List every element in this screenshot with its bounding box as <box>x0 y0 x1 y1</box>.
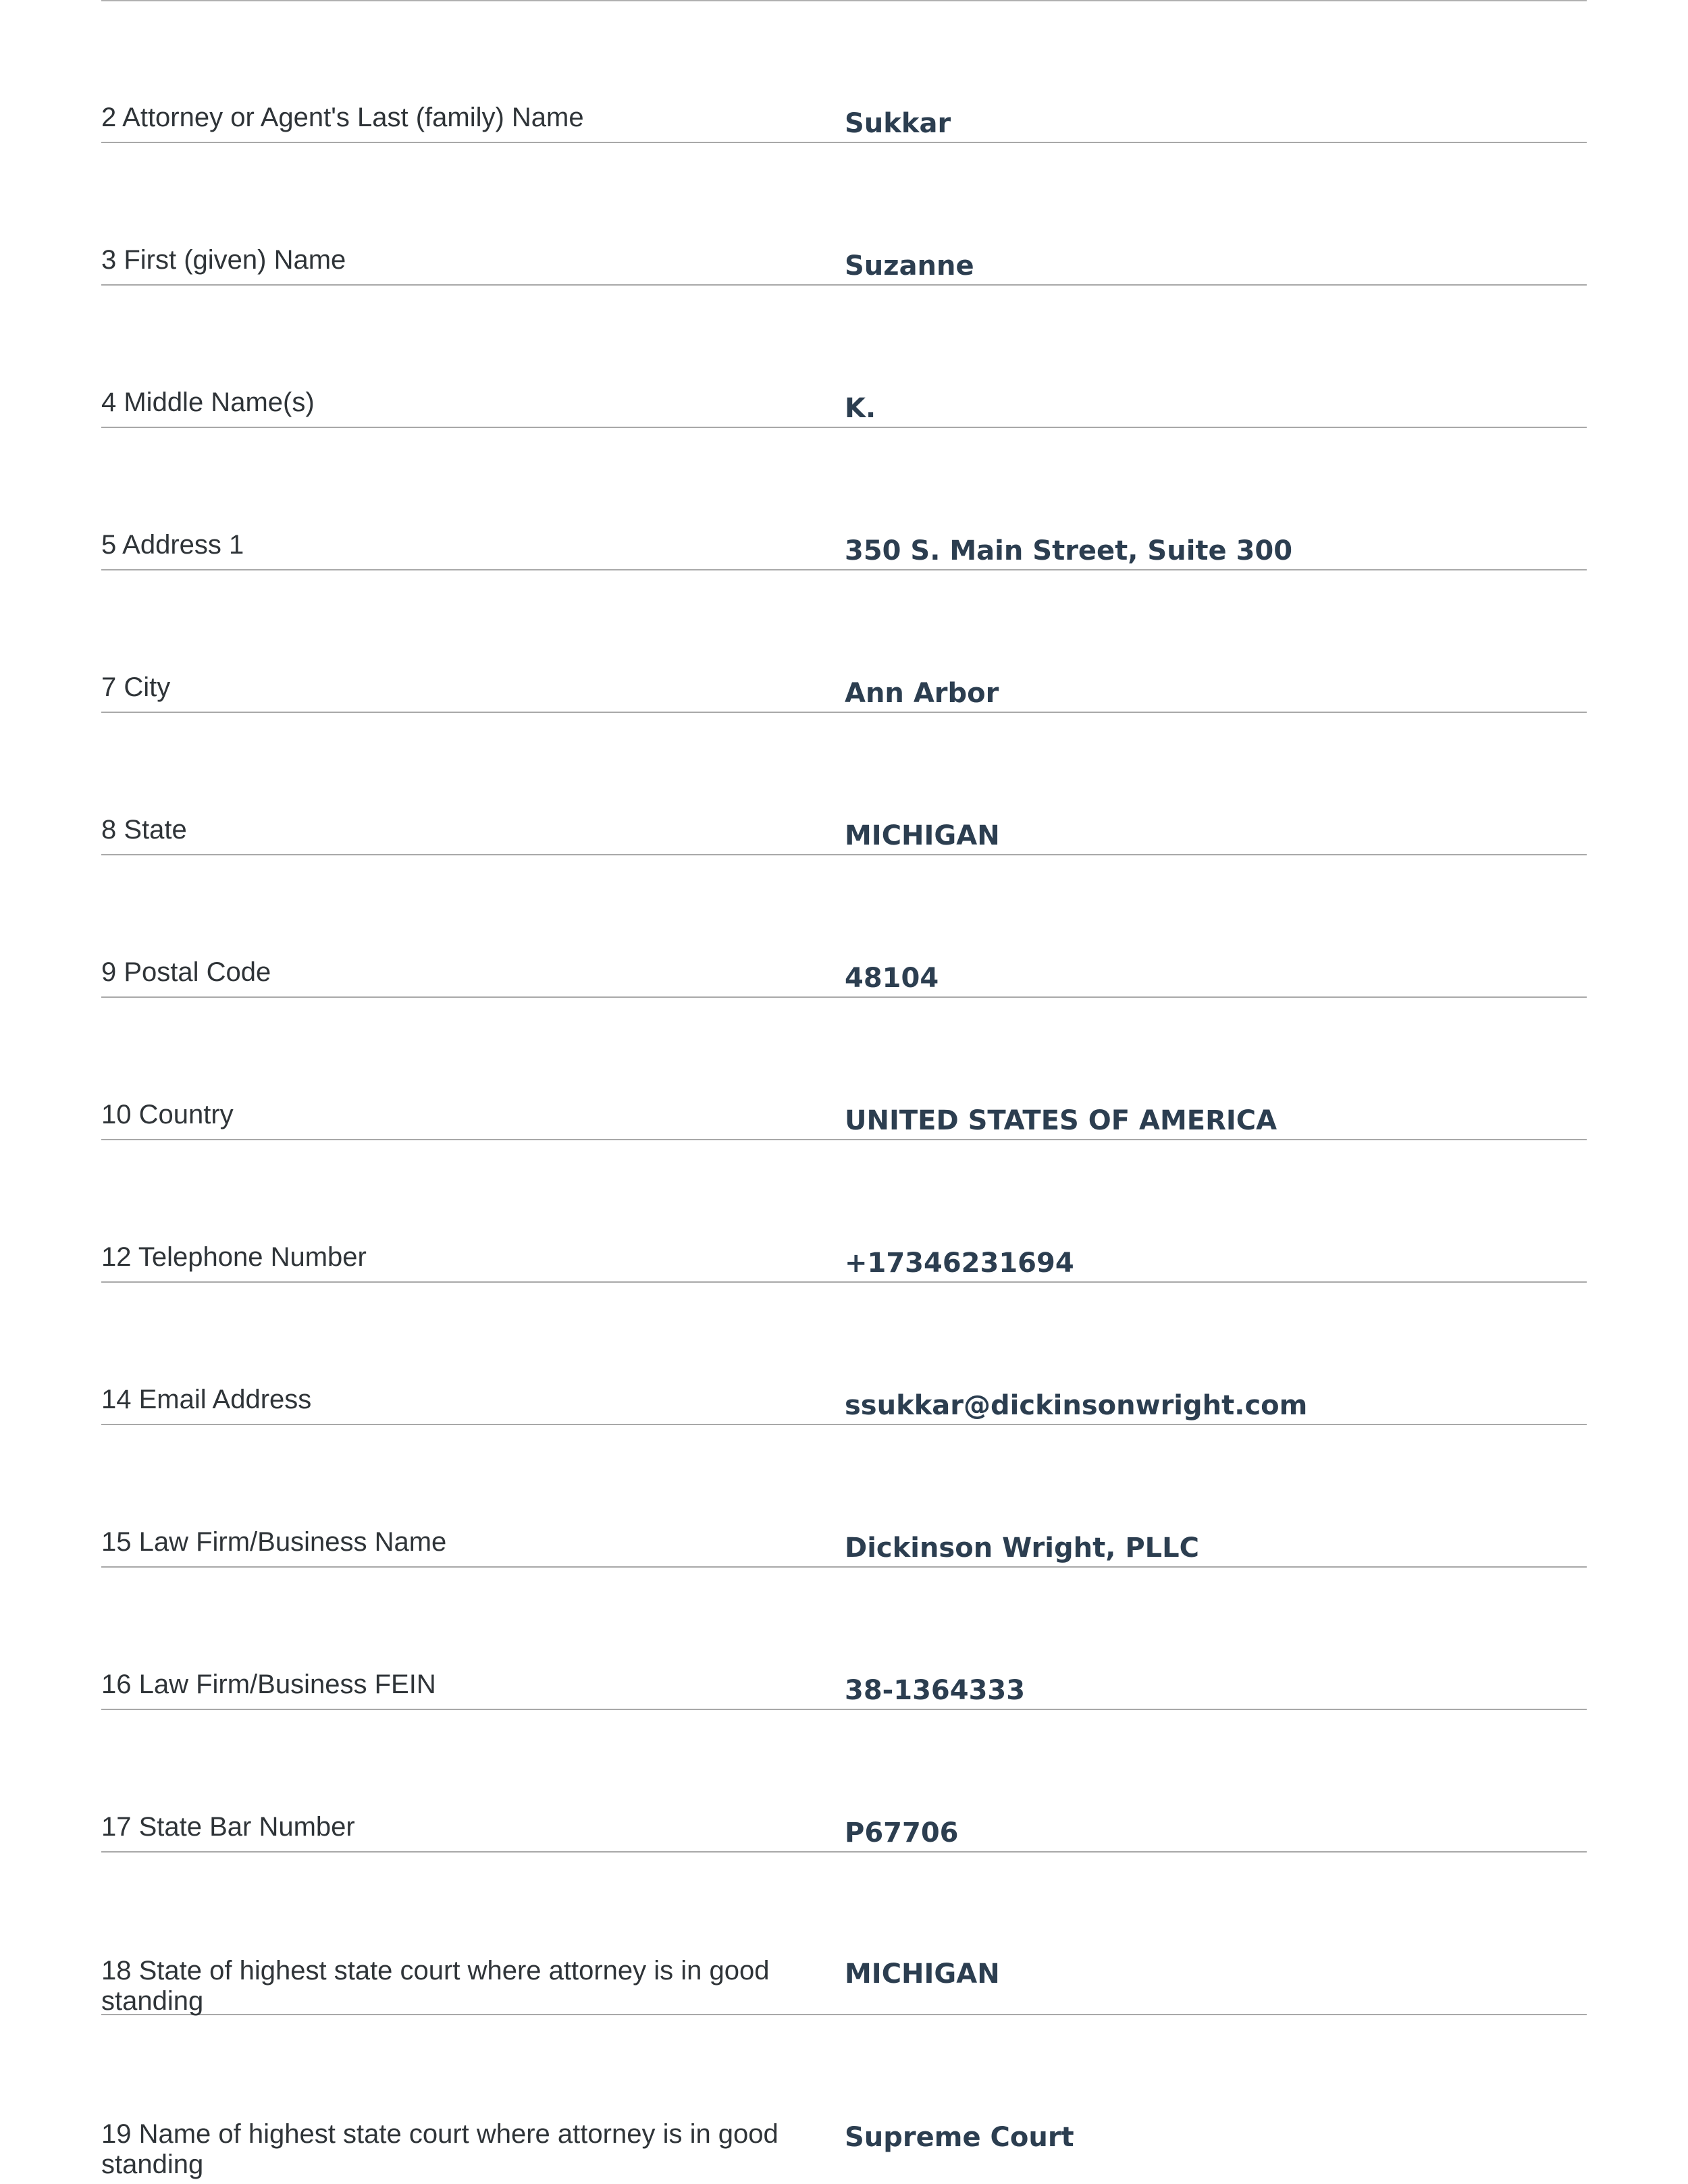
field-value: ssukkar@dickinsonwright.com <box>845 1390 1308 1421</box>
field-row-email <box>101 1385 1587 1425</box>
field-row-state <box>101 815 1587 855</box>
field-value: MICHIGAN <box>845 820 1000 851</box>
field-row-country <box>101 1100 1587 1140</box>
field-value: 38-1364333 <box>845 1675 1026 1706</box>
field-label: 2 Attorney or Agent's Last (family) Name <box>101 103 584 132</box>
field-label: 18 State of highest state court where attorney is in good standing <box>101 1956 770 2016</box>
field-row-telephone <box>101 1242 1587 1283</box>
field-row-attorney-last-name <box>101 103 1587 143</box>
field-label: 9 Postal Code <box>101 957 271 987</box>
field-row-law-firm-fein <box>101 1670 1587 1710</box>
field-value: Dickinson Wright, PLLC <box>845 1533 1199 1564</box>
field-row-city <box>101 672 1587 713</box>
field-value: Ann Arbor <box>845 678 999 709</box>
field-value: MICHIGAN <box>845 1959 1000 1990</box>
field-label: 16 Law Firm/Business FEIN <box>101 1670 436 1699</box>
field-label: 15 Law Firm/Business Name <box>101 1527 447 1557</box>
field-value: 48104 <box>845 963 939 994</box>
field-value: 350 S. Main Street, Suite 300 <box>845 535 1293 566</box>
field-value: K. <box>845 393 876 424</box>
field-value: +17346231694 <box>845 1248 1074 1279</box>
field-row-good-standing-state <box>101 1956 1587 2015</box>
field-row-law-firm-name <box>101 1527 1587 1568</box>
field-row-middle-name <box>101 388 1587 428</box>
field-label: 19 Name of highest state court where attorney is in good standing <box>101 2119 779 2179</box>
field-label: 10 Country <box>101 1100 234 1129</box>
field-value: Suzanne <box>845 250 974 282</box>
field-label: 5 Address 1 <box>101 530 244 560</box>
field-value: Supreme Court <box>845 2122 1074 2153</box>
field-row-good-standing-court <box>101 2119 1587 2184</box>
field-value: P67706 <box>845 1817 959 1848</box>
field-value: Sukkar <box>845 108 951 139</box>
field-label: 7 City <box>101 672 171 702</box>
field-label: 3 First (given) Name <box>101 245 346 275</box>
field-label: 14 Email Address <box>101 1385 312 1414</box>
field-row-postal-code <box>101 957 1587 998</box>
field-row-address-1 <box>101 530 1587 570</box>
field-label: 12 Telephone Number <box>101 1242 367 1272</box>
field-value: UNITED STATES OF AMERICA <box>845 1105 1277 1136</box>
field-row-state-bar-number <box>101 1812 1587 1853</box>
field-row-first-name <box>101 245 1587 286</box>
field-label: 8 State <box>101 815 187 845</box>
top-divider <box>101 0 1587 1</box>
field-label: 4 Middle Name(s) <box>101 388 315 417</box>
field-label: 17 State Bar Number <box>101 1812 355 1842</box>
